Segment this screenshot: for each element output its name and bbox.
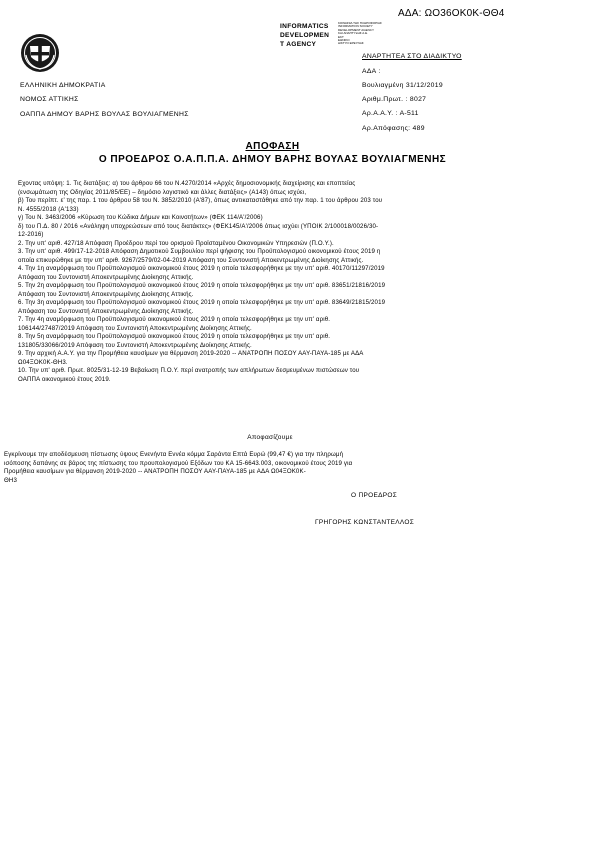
document-date: Βουλιαγμένη 31/12/2019 <box>362 82 443 89</box>
body-line: 5. Την 2η αναμόρφωση του Προϋπολογισμού οικονομικού έτους 2019 η οποία τελεσφορήθηκε με την υπ' αριθ. 83651/21816/2019 <box>18 282 386 289</box>
body-line: γ) Του Ν. 3463/2006 «Κύρωση του Κώδικα Δήμων και Κοινοτήτων» (ΦΕΚ 114/Α'/2006) <box>18 214 263 221</box>
body-line: 2. Την υπ' αριθ. 427/18 Απόφαση Προέδρου περί του ορισμού Προϊσταμένου Οικονομικών Υπηρεσιών (Π.Ο.Υ.). <box>18 239 334 247</box>
informatics-development-agency-logo <box>280 21 382 49</box>
ada-code: ΑΔΑ: ΩΟ36ΟΚ0Κ-ΘΘ4 <box>398 8 505 19</box>
logo-tiny-line: INFORMATION SOCIETY <box>338 24 373 29</box>
logo-tiny-line: DEVELOPMENT AGENCY <box>338 27 374 32</box>
body-line: 12-2016) <box>18 231 44 238</box>
logo-tiny-line: ΚΟΙΝΩΝΙΑ ΤΗΣ ΠΛΗΡΟΦΟΡΙΑΣ <box>338 21 382 25</box>
body-line: 7. Την 4η αναμόρφωση του Προϋπολογισμού οικονομικού έτους 2019 η οποία τελεσφορήθηκε με την υπ' αριθ. <box>18 316 331 323</box>
body-line: Απόφαση του Συντονιστή Αποκεντρωμένης Διοίκησης Αττικής. <box>18 307 194 315</box>
logo-name-line-2: DEVELOPMEN <box>280 32 330 39</box>
body-line: ΟΑΠΠΑ οικονομικού έτους 2019. <box>18 375 111 383</box>
protocol-number: Αριθμ.Πρωτ. : 8027 <box>362 96 427 103</box>
body-line: 10. Την υπ' αριθ. Πρωτ. 8025/31-12-19 Βεβαίωση Π.Ο.Υ. περί ανατροπής των απλήρωτων δεσμευμένων πιστώσεων του <box>18 367 360 374</box>
header-country: ΕΛΛΗΝΙΚΗ ΔΗΜΟΚΡΑΤΙΑ <box>20 82 106 89</box>
body-line: 131805/33066/2019 Απόφαση του Συντονιστή Αποκεντρωμένης Διοίκησης Αττικής. <box>18 341 252 349</box>
body-line: 8. Την 5η αναμόρφωση του Προϋπολογισμού οικονομικού έτους 2019 η οποία τελεσφορήθηκε με την υπ' αριθ. <box>18 333 331 340</box>
signer-title: Ο ΠΡΟΕΔΡΟΣ <box>351 492 398 499</box>
aay-number: Αρ.Α.Α.Υ. : Α-511 <box>362 110 419 117</box>
body-line: 3. Την υπ' αριθ. 499/17-12-2018 Απόφαση Δημοτικού Συμβουλίου περί ψήφισης του Προϋπολογισμού οικονομικού έτους 2019 η <box>18 248 381 255</box>
body-line: δ) του Π.Δ. 80 / 2016 «Ανάληψη υποχρεώσεων από τους διατάκτες» (ΦΕΚ145/Α'/2006 όπως ισχύει (ΥΠΟΙΚ 2/100018/0026/30- <box>18 222 379 230</box>
document-title: ΑΠΟΦΑΣΗ <box>245 141 300 152</box>
greek-emblem-icon <box>20 33 60 73</box>
decision-text <box>4 451 544 485</box>
body-line: Ν. 4555/2018 (Α'133) <box>18 205 79 213</box>
signer-name: ΓΡΗΓΟΡΗΣ ΚΩΝΣΤΑΝΤΕΛΛΟΣ <box>315 519 415 526</box>
body-line: 9. Την αρχική Α.Α.Υ. για την Προμήθεια καυσίμων για θέρμανση 2019-2020 -- ΑΝΑΤΡΟΠΗ ΠΟΣΟΥ ΑΑΥ-ΠΑΥΑ-185 με ΑΔΑ <box>18 350 364 357</box>
body-line: Ω04ΞΟΚ0Κ-ΘΗ3. <box>18 358 68 366</box>
logo-tiny-text <box>338 22 386 46</box>
document-title-block <box>0 141 545 165</box>
decision-number: Αρ.Απόφασης: 489 <box>362 125 425 132</box>
logo-tiny-line: ΚΑΙ ΑΝΑΠΤΥΞΗΣ Α.Ε. <box>338 31 368 36</box>
body-line: 106144/27487/2019 Απόφαση του Συντονιστή Αποκεντρωμένης Διοίκησης Αττικής. <box>18 324 252 332</box>
body-line: οποία επικυρώθηκε με την υπ' αριθ. 9267/2579/02-04-2019 Απόφαση του Συντονιστή Αποκεντρωμένης Διοίκησης Αττικής. <box>18 256 364 264</box>
logo-tiny-line: ΕΘΝΙΚΟ <box>338 38 350 43</box>
post-online-label: ΑΝΑΡΤΗΤΕΑ ΣΤΟ ΔΙΑΔΙΚΤΥΟ <box>362 53 462 60</box>
body-line: β) Του περίπτ. ε' της παρ. 1 του άρθρου 58 του Ν. 3852/2010 (Α'87), όπως αντικαταστάθηκε από την παρ. 1 του άρθρου 203 του <box>18 197 383 204</box>
logo-name-line-3: T AGENCY <box>280 41 317 48</box>
body-line: Εχοντας υπόψη: 1. Τις διατάξεις: α) του άρθρου 66 του Ν.4270/2014 «Αρχές δημοσιονομικής διαχείρισης και εποπτείας <box>18 180 356 187</box>
decision-line: ισόποσης δαπάνης σε βάρος της πίστωσης του προυπολογισμού Εξόδων του ΚΑ 15-6643.003, οικονομικού έτους 2019 για <box>4 459 353 467</box>
ada-field: ΑΔΑ : <box>362 68 381 75</box>
document-subtitle: Ο ΠΡΟΕΔΡΟΣ Ο.Α.Π.Π.Α. ΔΗΜΟΥ ΒΑΡΗΣ ΒΟΥΛΑΣ ΒΟΥΛΙΑΓΜΕΝΗΣ <box>98 154 447 165</box>
considerations-text <box>18 180 528 384</box>
body-line: Απόφαση του Συντονιστή Αποκεντρωμένης Διοίκησης Αττικής. <box>18 273 194 281</box>
decide-heading: Αποφασίζουμε <box>247 434 293 441</box>
header-organization: ΟΑΠΠΑ ΔΗΜΟΥ ΒΑΡΗΣ ΒΟΥΛΑΣ ΒΟΥΛΙΑΓΜΕΝΗΣ <box>20 111 189 118</box>
body-line: (ενσωμάτωση της Οδηγίας 2011/85/ΕΕ) – δημόσιο λογιστικό και άλλες διατάξεις» (Α143) όπως ισχύει, <box>18 188 307 196</box>
decision-line: Προμήθεια καυσίμων για θέρμανση 2019-2020 -- ΑΝΑΤΡΟΠΗ ΠΟΣΟΥ ΑΑΥ-ΠΑΥΑ-185 με ΑΔΑ Ω04ΞΟΚ0Κ- <box>4 468 306 475</box>
decision-line: ΘΗ3 <box>4 476 17 484</box>
body-line: 4. Την 1η αναμόρφωση του Προϋπολογισμού οικονομικού έτους 2019 η οποία τελεσφορήθηκε με την υπ' αριθ. 40170/11297/2019 <box>18 265 385 272</box>
header-prefecture: ΝΟΜΟΣ ΑΤΤΙΚΗΣ <box>20 96 79 103</box>
logo-name-line-1: INFORMATICS <box>280 23 329 30</box>
body-line: Απόφαση του Συντονιστή Αποκεντρωμένης Διοίκησης Αττικής. <box>18 290 194 298</box>
logo-tiny-line: ΔΙΚΤΥΟ ΕΡΕΥΝΑΣ <box>338 41 364 46</box>
decision-line: Εγκρίνουμε την αποδέσμευση πίστωσης ύψους Ενενήντα Εννέα κόμμα Σαράντα Επτά Ευρώ (99,47 €) για την πληρωμή <box>4 451 344 458</box>
logo-tiny-line: ΕΚΤ <box>338 34 344 39</box>
body-line: 6. Την 3η αναμόρφωση του Προϋπολογισμού οικονομικού έτους 2019 η οποία τελεσφορήθηκε με την υπ' αριθ. 83649/21815/2019 <box>18 299 386 306</box>
